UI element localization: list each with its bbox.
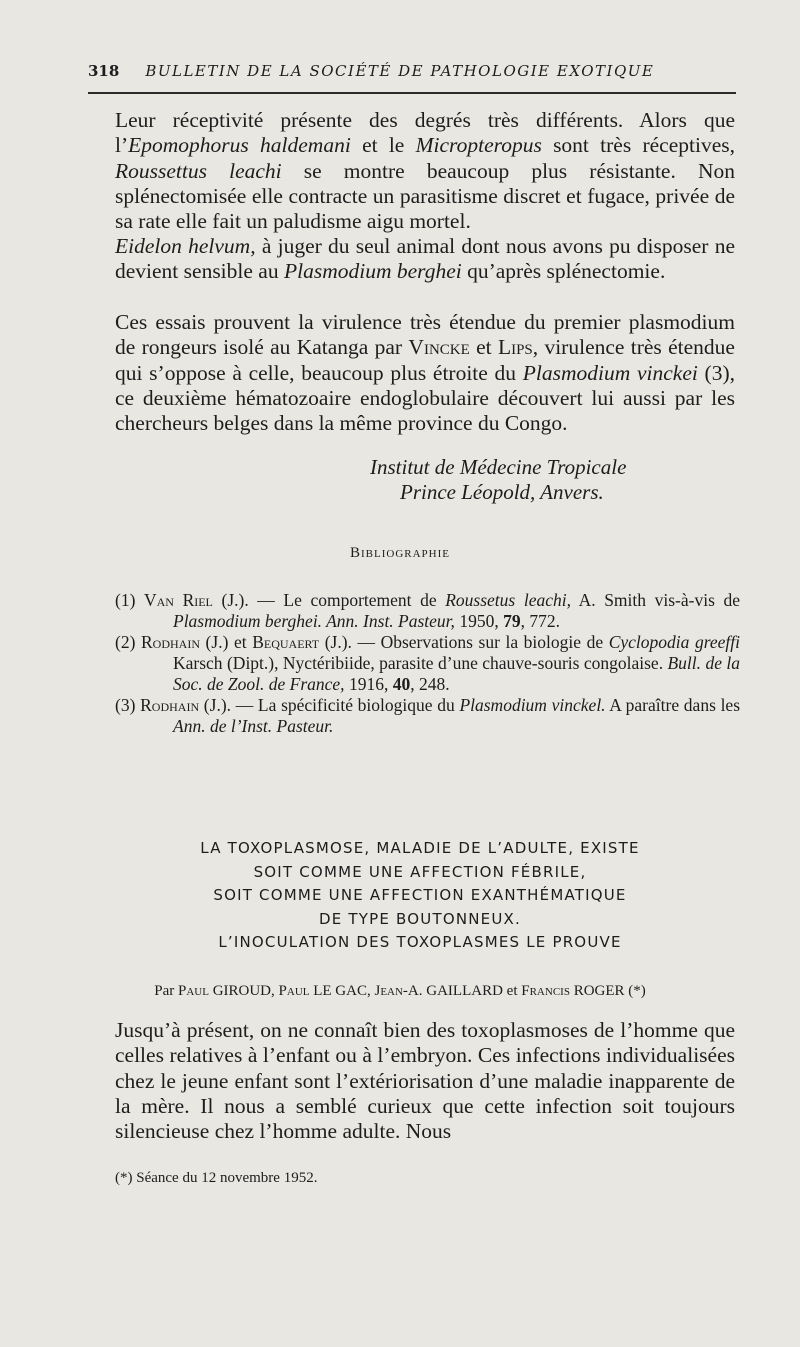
text-run: se montre beaucoup plus résistante. Non splénectomisée elle contracte un parasitisme discret et fugace, privée de sa rate elle fait un paludisme aigu mortel. <box>115 158 735 234</box>
text-run: sont très réceptives, <box>541 133 735 158</box>
text-run: (2) <box>115 632 141 652</box>
small-caps-run: Rodhain <box>140 695 200 715</box>
text-run: GAILLARD et <box>422 983 522 999</box>
italic-run: Plasmodium vinckel. <box>459 695 606 715</box>
small-caps-run: Rodhain <box>140 632 200 652</box>
text-run: LE GAC, <box>309 983 375 999</box>
page-number: 318 <box>88 62 120 80</box>
footnote: (*) Séance du 12 novembre 1952. <box>115 1170 318 1186</box>
small-caps-run: Bequaert <box>252 632 320 652</box>
text-run: A paraître dans les <box>605 695 741 715</box>
italic-run: Ann. de l’Inst. Pasteur. <box>173 716 334 736</box>
paragraph-conclusion <box>115 310 735 436</box>
italic-run: Micropteropus <box>415 133 542 158</box>
institute-line-1: Institut de Médecine Tropicale <box>370 455 627 479</box>
text-run: A. Smith vis-à-vis de <box>570 590 740 610</box>
bold-run: 40 <box>392 674 411 694</box>
italic-run: Roussettus leachi <box>115 158 282 183</box>
text-run: ROGER (*) <box>569 983 646 999</box>
small-caps-run: Francis <box>521 983 570 999</box>
text-run: , virulence très étendue qui s’oppose à celle, beaucoup plus étroite du <box>115 335 735 385</box>
article-title-line: L’INOCULATION DES TOXOPLASMES LE PROUVE <box>218 933 622 951</box>
italic-run: Plasmodium vinckei <box>522 360 698 385</box>
text-run: , 772. <box>520 611 560 631</box>
bibliography-entry <box>115 695 740 737</box>
text-run: (J.). — Observations sur la biologie de <box>319 632 609 652</box>
text-run: (J.). — Le comportement de <box>212 590 446 610</box>
text-run: à juger du seul animal dont nous avons pu disposer ne devient sensible au <box>115 234 735 284</box>
text-run: (J.) et <box>199 632 253 652</box>
italic-run: Plasmodium berghei. Ann. Inst. Pasteur, <box>173 611 455 631</box>
article-title-line: LA TOXOPLASMOSE, MALADIE DE L’ADULTE, EXISTE <box>200 839 640 857</box>
text-run: qu’après splénectomie. <box>461 259 666 284</box>
italic-run: Eidelon helvum, <box>115 234 256 258</box>
italic-run: Roussetus leachi, <box>445 590 571 610</box>
text-run: GIROUD, <box>208 983 279 999</box>
article-authors <box>0 983 800 1000</box>
bibliography-list <box>115 590 740 737</box>
text-run: 1950, <box>454 611 504 631</box>
text-run: (3) <box>115 695 141 715</box>
text-run: Leur réceptivité présente des degrés très différents. Alors que l’ <box>115 108 735 158</box>
running-head <box>88 62 736 80</box>
article-title-line: SOIT COMME UNE AFFECTION EXANTHÉMATIQUE <box>213 886 627 904</box>
header-rule <box>88 92 736 94</box>
text-run: (J.). — La spécificité biologique du <box>199 695 460 715</box>
italic-run: Epomophorus haldemani <box>128 133 351 158</box>
small-caps-run: Vincke <box>408 335 470 360</box>
small-caps-run: Jean-A. <box>374 983 423 999</box>
text-run: Jusqu’à présent, on ne connaît bien des toxoplasmoses de l’homme que celles relatives à l’enfant ou à l’embryon. Ces infections individualisées chez le jeune enfant sont l’extériorisation d’une maladie inapparente de la mère. Il nous a semblé curieux que cette infection soit toujours silencieuse chez l’homme adulte. Nous <box>115 1018 735 1144</box>
text-run: (1) <box>115 590 144 610</box>
institute-signature <box>370 455 740 505</box>
article-title-line: SOIT COMME UNE AFFECTION FÉBRILE, <box>253 862 587 881</box>
article-title <box>100 837 740 955</box>
paragraph-eidelon <box>115 234 735 285</box>
text-run: (3), ce deuxième hématozoaire endoglobulaire découvert lui aussi par les chercheurs belges dans la même province du Congo. <box>115 360 736 436</box>
bibliography-entry <box>115 590 740 632</box>
small-caps-run: Lips <box>497 335 533 360</box>
paragraph-receptivity <box>115 108 735 234</box>
journal-title: BULLETIN DE LA SOCIÉTÉ DE PATHOLOGIE EXOTIQUE <box>145 62 655 80</box>
italic-run: Plasmodium berghei <box>283 259 462 284</box>
bibliography-entry <box>115 632 740 695</box>
text-run: Ces essais prouvent la virulence très étendue du premier plasmodium de rongeurs isolé au Katanga par <box>115 310 735 360</box>
article-title-line: DE TYPE BOUTONNEUX. <box>319 909 521 928</box>
text-run: 1916, <box>344 674 393 694</box>
small-caps-run: Paul <box>278 983 310 999</box>
institute-line-2: Prince Léopold, Anvers. <box>400 480 604 504</box>
text-run: et <box>469 335 498 360</box>
small-caps-run: Paul <box>177 983 209 999</box>
text-run: Karsch (Dipt.), Nyctéribiide, parasite d’une chauve-souris congolaise. <box>173 653 668 673</box>
bibliography-heading: Bibliographie <box>350 545 450 561</box>
italic-run: Cyclopodia greeffi <box>608 632 740 652</box>
text-run: et le <box>350 133 416 158</box>
small-caps-run: Van Riel <box>144 590 213 610</box>
text-run: Par <box>154 983 178 999</box>
bold-run: 79 <box>503 611 521 631</box>
paragraph-introduction <box>115 1018 735 1144</box>
italic-run: Bull. de la Soc. de Zool. de France, <box>173 653 740 694</box>
text-run: , 248. <box>410 674 450 694</box>
